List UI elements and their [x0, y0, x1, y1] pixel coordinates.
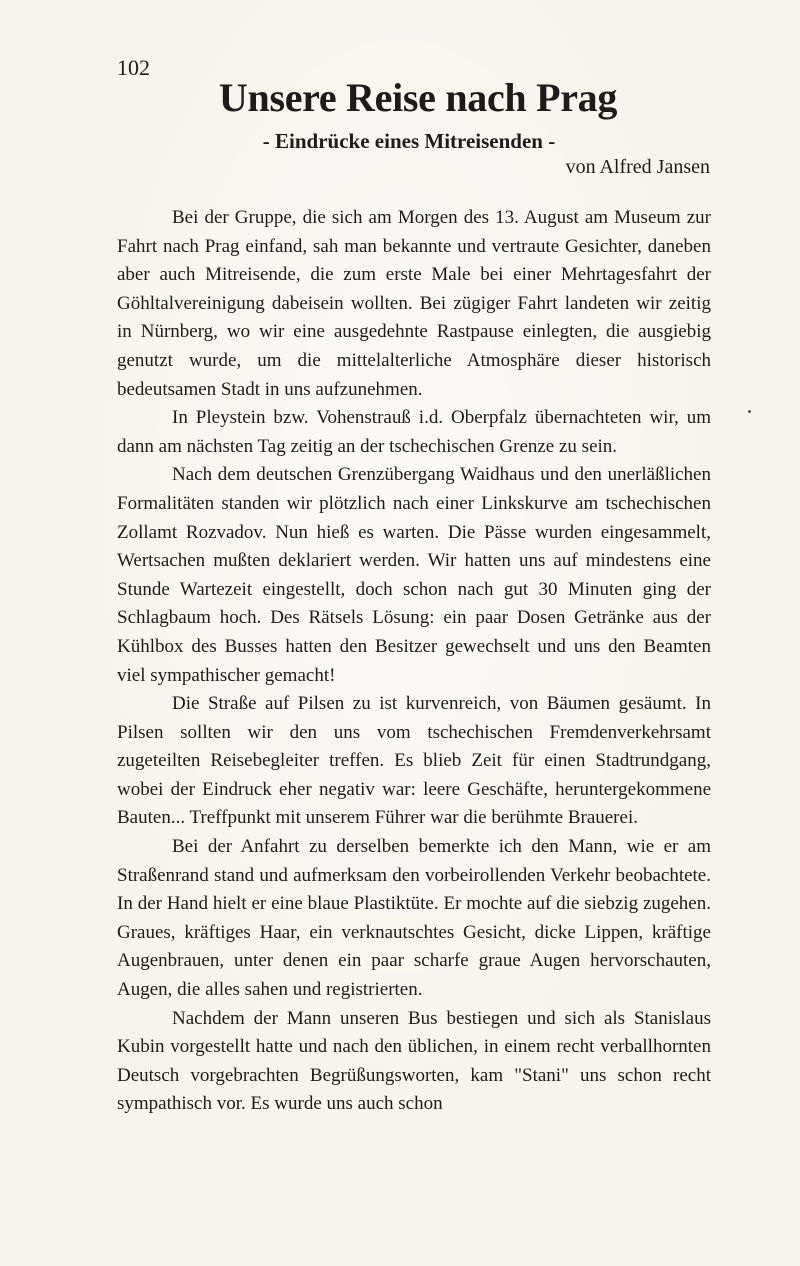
page-number: 102	[117, 55, 150, 80]
article-body	[117, 204, 711, 1119]
article-title: Unsere Reise nach Prag	[218, 75, 618, 120]
paragraph: Bei der Anfahrt zu derselben bemerkte ich den Mann, wie er am Straßenrand stand und aufmerksam den vorbeirollenden Verkehr beobachtete. In der Hand hielt er eine blaue Plastiktüte. Er mochte auf die siebzig zugehen. Graues, kräftiges Haar, ein verknautschtes Gesicht, dicke Lippen, kräftige Augenbrauen, unter denen ein paar scharfe graue Augen hervorschauten, Augen, die alles sahen und registrierten.	[117, 836, 711, 1001]
paragraph: Bei der Gruppe, die sich am Morgen des 13. August am Museum zur Fahrt nach Prag einfand, sah man bekannte und vertraute Gesichter, daneben aber auch Mitreisende, die zum erste Male bei einer Mehrtagesfahrt der Göhltalvereinigung dabeisein wollten. Bei zügiger Fahrt landeten wir zeitig in Nürnberg, wo wir eine ausgedehnte Rastpause einlegten, die ausgiebig genutzt wurde, um die mittelalterliche Atmosphäre dieser historisch bedeutsamen Stadt in uns aufzunehmen.	[117, 207, 711, 400]
author-byline: von Alfred Jansen	[565, 156, 710, 178]
paragraph: Nach dem deutschen Grenzübergang Waidhaus und den unerläßlichen Formalitäten standen wir plötzlich nach einer Linkskurve am tschechischen Zollamt Rozvadov. Nun hieß es warten. Die Pässe wurden eingesammelt, Wertsachen mußten deklariert werden. Wir hatten uns auf mindestens eine Stunde Wartezeit eingestellt, doch schon nach gut 30 Minuten ging der Schlagbaum hoch. Des Rätsels Lösung: ein paar Dosen Getränke aus der Kühlbox des Busses hatten den Besitzer gewechselt und uns den Beamten viel sympathischer gemacht!	[117, 464, 711, 686]
paragraph: In Pleystein bzw. Vohenstrauß i.d. Oberpfalz übernachteten wir, um dann am nächsten Tag zeitig an der tschechischen Grenze zu sein.	[117, 407, 711, 457]
paper-speck	[748, 410, 751, 413]
paragraph: Die Straße auf Pilsen zu ist kurvenreich, von Bäumen gesäumt. In Pilsen sollten wir den uns vom tschechischen Fremdenverkehrsamt zugeteilten Reisebegleiter treffen. Es blieb Zeit für einen Stadtrundgang, wobei der Eindruck eher negativ war: leere Geschäfte, heruntergekommene Bauten... Treffpunkt mit unserem Führer war die berühmte Brauerei.	[117, 693, 711, 829]
article-subtitle: - Eindrücke eines Mitreisenden -	[262, 129, 556, 153]
paragraph: Nachdem der Mann unseren Bus bestiegen und sich als Stanislaus Kubin vorgestellt hatte und nach den üblichen, in einem recht verballhornten Deutsch vorgebrachten Begrüßungsworten, kam "Stani" uns schon recht sympathisch vor. Es wurde uns auch schon	[117, 1007, 711, 1115]
